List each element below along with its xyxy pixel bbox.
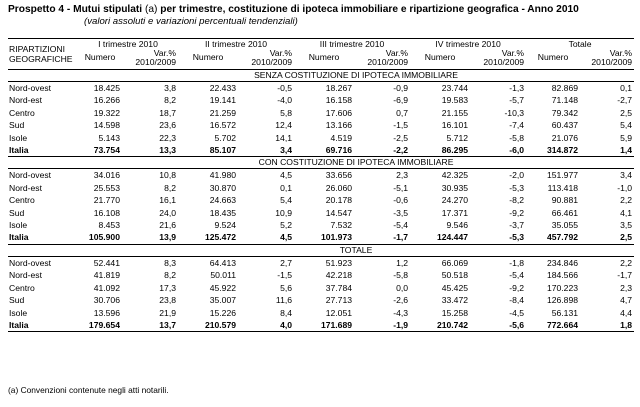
region-name: Italia xyxy=(8,231,78,244)
numero-cell: 19.322 xyxy=(93,107,120,118)
numero-label: Numero xyxy=(537,52,569,62)
section-spacer xyxy=(8,157,78,169)
section-header-row xyxy=(8,244,634,256)
numero-cell: 151.977 xyxy=(546,170,579,181)
var-cell: 11,6 xyxy=(275,295,293,306)
numero-cell: 16.101 xyxy=(441,120,469,131)
var-cell: 5,9 xyxy=(620,132,633,143)
var-cell: -0,9 xyxy=(393,83,409,93)
var-cell: 2,2 xyxy=(620,257,633,268)
var-cell: 5,4 xyxy=(280,195,293,206)
var-cell: 17,3 xyxy=(159,282,177,293)
var-cell: -5,4 xyxy=(509,270,525,281)
numero-cell: 314.872 xyxy=(526,144,580,157)
var-cell: 2,3 xyxy=(396,170,409,181)
region-name: Sud xyxy=(9,295,25,306)
var-label-line2: 2010/2009 xyxy=(367,57,409,67)
numero-cell: 179.654 xyxy=(78,319,122,332)
var-cell: 4,0 xyxy=(238,319,294,332)
numero-cell: 16.108 xyxy=(93,207,120,218)
region-name: Sud xyxy=(9,207,25,218)
var-cell: 14,1 xyxy=(275,132,293,143)
numero-cell: 45.922 xyxy=(209,282,237,293)
var-header xyxy=(354,49,410,70)
var-cell: 3,4 xyxy=(238,144,294,157)
var-cell: 2,2 xyxy=(620,195,633,206)
region-name: Sud xyxy=(9,120,25,131)
numero-cell: 41.092 xyxy=(93,282,120,293)
quarter-header-4: IV trimestre 2010 xyxy=(410,39,526,50)
var-header xyxy=(122,49,178,70)
var-cell: 0,1 xyxy=(620,83,633,93)
table-row xyxy=(8,182,634,194)
var-cell: -4,0 xyxy=(277,95,293,106)
var-cell: -2,2 xyxy=(354,144,410,157)
numero-cell: 210.579 xyxy=(178,319,238,332)
var-cell: 10,8 xyxy=(159,170,177,181)
numero-cell: 8.453 xyxy=(98,220,120,231)
numero-cell: 20.178 xyxy=(325,195,353,206)
numero-cell: 18.425 xyxy=(93,83,120,93)
numero-cell: 14.547 xyxy=(325,207,353,218)
region-name: Isole xyxy=(9,132,28,143)
var-label-line2: 2010/2009 xyxy=(483,57,525,67)
numero-cell: 45.425 xyxy=(441,282,469,293)
var-label-line2: 2010/2009 xyxy=(251,57,293,67)
numero-cell: 4.519 xyxy=(330,132,353,143)
table-row xyxy=(8,207,634,219)
var-cell: -2,7 xyxy=(617,95,633,106)
var-cell: 12,4 xyxy=(275,120,293,131)
numero-cell: 26.060 xyxy=(325,182,353,193)
var-cell: -5,3 xyxy=(509,182,525,193)
var-header xyxy=(580,49,634,70)
var-cell: 4,4 xyxy=(620,307,633,318)
var-cell: 5,4 xyxy=(620,120,633,131)
var-cell: 10,9 xyxy=(275,207,293,218)
numero-header xyxy=(178,49,238,70)
numero-cell: 30.935 xyxy=(441,182,469,193)
numero-cell: 457.792 xyxy=(526,231,580,244)
numero-header xyxy=(294,49,354,70)
var-cell: 5,8 xyxy=(280,107,293,118)
var-cell: -5,8 xyxy=(509,132,525,143)
numero-cell: 21.076 xyxy=(551,132,579,143)
var-cell: -5,8 xyxy=(393,270,409,281)
var-cell: 4,5 xyxy=(238,231,294,244)
region-name: Italia xyxy=(8,144,78,157)
title-main: Prospetto 4 - Mutui stipulati xyxy=(8,4,143,15)
var-cell: -1,5 xyxy=(393,120,409,131)
numero-cell: 16.572 xyxy=(209,120,237,131)
table-row xyxy=(8,107,634,119)
var-cell: -7,4 xyxy=(509,120,525,131)
numero-cell: 27.713 xyxy=(325,295,353,306)
var-cell: -0,6 xyxy=(393,195,409,206)
section-spacer xyxy=(8,70,78,82)
table-row xyxy=(8,169,634,182)
section-title: TOTALE xyxy=(78,244,634,256)
numero-cell: 12.051 xyxy=(325,307,353,318)
var-label-line1: Var.% xyxy=(501,49,525,58)
numero-label: Numero xyxy=(424,52,456,62)
numero-cell: 125.472 xyxy=(178,231,238,244)
numero-header xyxy=(410,49,470,70)
var-cell: 3,5 xyxy=(620,220,633,231)
numero-cell: 234.846 xyxy=(546,257,579,268)
var-cell: -9,2 xyxy=(509,207,525,218)
var-cell: -10,3 xyxy=(504,107,525,118)
numero-cell: 7.532 xyxy=(330,220,353,231)
page-title xyxy=(8,4,579,15)
numero-cell: 64.413 xyxy=(209,257,237,268)
table-row xyxy=(8,194,634,206)
region-name: Centro xyxy=(9,195,35,206)
var-cell: -1,5 xyxy=(277,270,293,281)
numero-cell: 101.973 xyxy=(294,231,354,244)
quarter-header-1: I trimestre 2010 xyxy=(78,39,178,50)
numero-cell: 42.325 xyxy=(441,170,469,181)
table-row xyxy=(8,94,634,106)
region-name: Centro xyxy=(9,282,35,293)
var-cell: -1,7 xyxy=(354,231,410,244)
var-cell: 23,6 xyxy=(159,120,177,131)
var-cell: 2,5 xyxy=(620,107,633,118)
var-cell: 1,4 xyxy=(580,144,634,157)
subheader-row xyxy=(8,49,634,70)
numero-cell: 41.819 xyxy=(93,270,120,281)
var-cell: 21,9 xyxy=(159,307,177,318)
var-cell: 3,4 xyxy=(620,170,633,181)
numero-cell: 105.900 xyxy=(78,231,122,244)
numero-cell: 33.472 xyxy=(441,295,469,306)
numero-cell: 79.342 xyxy=(551,107,579,118)
numero-cell: 171.689 xyxy=(294,319,354,332)
total-row xyxy=(8,231,634,244)
var-cell: 1,8 xyxy=(580,319,634,332)
var-cell: -3,5 xyxy=(393,207,409,218)
table-row xyxy=(8,282,634,294)
numero-cell: 33.656 xyxy=(325,170,353,181)
var-cell: -2,0 xyxy=(509,170,525,181)
var-cell: 18,7 xyxy=(159,107,177,118)
var-cell: -4,5 xyxy=(509,307,525,318)
numero-cell: 35.055 xyxy=(551,220,579,231)
numero-cell: 41.980 xyxy=(209,170,237,181)
numero-cell: 22.433 xyxy=(209,83,237,93)
numero-cell: 23.744 xyxy=(441,83,469,93)
data-table xyxy=(8,38,634,332)
region-name: Nord-est xyxy=(9,95,42,106)
numero-cell: 9.546 xyxy=(446,220,469,231)
numero-label: Numero xyxy=(308,52,340,62)
title-note-mark: (a) xyxy=(144,4,158,15)
numero-cell: 21.770 xyxy=(93,195,120,206)
numero-label: Numero xyxy=(192,52,224,62)
section-spacer xyxy=(8,244,78,256)
region-name: Nord-ovest xyxy=(9,83,52,93)
var-cell: 8,2 xyxy=(164,95,177,106)
var-cell: 22,3 xyxy=(159,132,177,143)
var-cell: -5,6 xyxy=(470,319,526,332)
var-cell: -1,8 xyxy=(509,257,525,268)
var-cell: -5,1 xyxy=(393,182,409,193)
numero-cell: 13.596 xyxy=(93,307,120,318)
numero-cell: 50.518 xyxy=(441,270,469,281)
title-rest: per trimestre, costituzione di ipoteca immobiliare e ripartizione geografica - Anno 2010 xyxy=(160,4,579,15)
quarter-header-2: II trimestre 2010 xyxy=(178,39,294,50)
numero-cell: 56.131 xyxy=(551,307,579,318)
total-row xyxy=(8,144,634,157)
region-name: Nord-ovest xyxy=(9,257,52,268)
numero-cell: 113.418 xyxy=(547,182,579,193)
table-row xyxy=(8,82,634,95)
var-header xyxy=(470,49,526,70)
var-cell: 5,6 xyxy=(280,282,293,293)
numero-cell: 16.266 xyxy=(93,95,120,106)
quarter-header-3: III trimestre 2010 xyxy=(294,39,410,50)
numero-cell: 5.702 xyxy=(214,132,237,143)
numero-cell: 60.437 xyxy=(551,120,579,131)
numero-cell: 17.606 xyxy=(325,107,353,118)
numero-cell: 69.716 xyxy=(294,144,354,157)
var-cell: -2,5 xyxy=(393,132,409,143)
var-cell: -1,9 xyxy=(354,319,410,332)
numero-cell: 772.664 xyxy=(526,319,580,332)
numero-cell: 24.663 xyxy=(209,195,237,206)
numero-cell: 86.295 xyxy=(410,144,470,157)
var-cell: -3,7 xyxy=(509,220,525,231)
numero-cell: 126.898 xyxy=(546,295,579,306)
page-subtitle: (valori assoluti e variazioni percentuali tendenziali) xyxy=(84,16,298,27)
var-cell: -8,4 xyxy=(509,295,525,306)
numero-cell: 14.598 xyxy=(93,120,120,131)
numero-cell: 85.107 xyxy=(178,144,238,157)
table-row xyxy=(8,119,634,131)
numero-cell: 71.148 xyxy=(551,95,579,106)
table-header xyxy=(8,39,634,70)
var-cell: 0,1 xyxy=(280,182,293,193)
numero-cell: 66.461 xyxy=(551,207,579,218)
var-cell: 16,1 xyxy=(159,195,177,206)
numero-cell: 25.553 xyxy=(93,182,120,193)
var-label-line1: Var.% xyxy=(609,49,633,58)
numero-cell: 15.258 xyxy=(441,307,469,318)
numero-cell: 42.218 xyxy=(325,270,353,281)
numero-cell: 21.155 xyxy=(441,107,469,118)
var-cell: 3,8 xyxy=(164,83,177,93)
numero-cell: 35.007 xyxy=(209,295,237,306)
region-name: Nord-est xyxy=(9,270,42,281)
table-row xyxy=(8,219,634,231)
var-cell: 4,1 xyxy=(620,207,633,218)
region-name: Isole xyxy=(9,220,28,231)
var-cell: 2,5 xyxy=(580,231,634,244)
numero-cell: 124.447 xyxy=(410,231,470,244)
var-cell: -8,2 xyxy=(509,195,525,206)
var-cell: -6,0 xyxy=(470,144,526,157)
numero-cell: 18.435 xyxy=(209,207,237,218)
var-cell: 8,3 xyxy=(164,257,177,268)
var-cell: 13,3 xyxy=(122,144,178,157)
row-label-header xyxy=(8,39,78,70)
var-label-line2: 2010/2009 xyxy=(135,57,177,67)
numero-cell: 21.259 xyxy=(209,107,237,118)
var-cell: 4,5 xyxy=(280,170,293,181)
footnote: (a) Convenzioni contenute negli atti notarili. xyxy=(8,385,169,395)
numero-cell: 37.784 xyxy=(325,282,353,293)
var-cell: -4,3 xyxy=(393,307,409,318)
table-row xyxy=(8,307,634,319)
numero-cell: 17.371 xyxy=(441,207,469,218)
numero-cell: 9.524 xyxy=(214,220,237,231)
var-cell: 0,0 xyxy=(396,282,409,293)
var-cell: -0,5 xyxy=(277,83,293,93)
var-cell: -1,7 xyxy=(617,270,633,281)
numero-header xyxy=(78,49,122,70)
var-cell: -5,3 xyxy=(470,231,526,244)
var-label-line2: 2010/2009 xyxy=(591,57,633,67)
var-cell: 0,7 xyxy=(396,107,409,118)
numero-cell: 16.158 xyxy=(325,95,353,106)
numero-cell: 30.706 xyxy=(93,295,120,306)
table-row xyxy=(8,256,634,269)
region-name: Nord-est xyxy=(9,182,42,193)
table-row xyxy=(8,132,634,144)
numero-cell: 5.143 xyxy=(98,132,120,143)
var-cell: -6,9 xyxy=(393,95,409,106)
numero-cell: 24.270 xyxy=(441,195,469,206)
var-cell: -1,3 xyxy=(509,83,525,93)
numero-cell: 170.223 xyxy=(546,282,579,293)
var-cell: 21,6 xyxy=(159,220,177,231)
var-label-line1: Var.% xyxy=(385,49,409,58)
row-label-line2: GEOGRAFICHE xyxy=(9,54,73,64)
var-cell: 2,7 xyxy=(280,257,293,268)
numero-label: Numero xyxy=(84,52,116,62)
region-name: Centro xyxy=(9,107,35,118)
region-name: Italia xyxy=(8,319,78,332)
quarter-header-total: Totale xyxy=(526,39,634,50)
var-cell: 4,7 xyxy=(620,295,633,306)
table-row xyxy=(8,294,634,306)
numero-cell: 34.016 xyxy=(93,170,120,181)
var-label-line1: Var.% xyxy=(269,49,293,58)
numero-cell: 30.870 xyxy=(209,182,237,193)
numero-cell: 73.754 xyxy=(78,144,122,157)
var-cell: 8,2 xyxy=(164,182,177,193)
var-header xyxy=(238,49,294,70)
var-cell: -9,2 xyxy=(509,282,525,293)
section-title: CON COSTITUZIONE DI IPOTECA IMMOBILIARE xyxy=(78,157,634,169)
section-header-row xyxy=(8,157,634,169)
region-name: Nord-ovest xyxy=(9,170,52,181)
numero-cell: 210.742 xyxy=(410,319,470,332)
numero-cell: 15.226 xyxy=(209,307,237,318)
numero-cell: 82.869 xyxy=(551,83,579,93)
var-cell: -5,7 xyxy=(509,95,525,106)
numero-cell: 90.881 xyxy=(551,195,579,206)
numero-cell: 18.267 xyxy=(325,83,353,93)
var-cell: -5,4 xyxy=(393,220,409,231)
region-name: Isole xyxy=(9,307,28,318)
section-title: SENZA COSTITUZIONE DI IPOTECA IMMOBILIARE xyxy=(78,70,634,82)
numero-cell: 13.166 xyxy=(325,120,353,131)
numero-cell: 19.141 xyxy=(209,95,237,106)
var-cell: 8,2 xyxy=(164,270,177,281)
numero-cell: 51.923 xyxy=(325,257,353,268)
numero-header xyxy=(526,49,580,70)
var-cell: -2,6 xyxy=(393,295,409,306)
var-cell: 5,2 xyxy=(280,220,293,231)
numero-cell: 5.712 xyxy=(446,132,469,143)
var-cell: 2,3 xyxy=(620,282,633,293)
var-cell: 8,4 xyxy=(280,307,293,318)
numero-cell: 19.583 xyxy=(441,95,469,106)
table-row xyxy=(8,269,634,281)
var-cell: 13,7 xyxy=(122,319,178,332)
var-cell: 24,0 xyxy=(159,207,177,218)
numero-cell: 52.441 xyxy=(93,257,120,268)
row-label-line1: RIPARTIZIONI xyxy=(9,44,66,54)
section-header-row xyxy=(8,70,634,82)
table-body xyxy=(8,70,634,332)
numero-cell: 50.011 xyxy=(210,270,237,281)
var-cell: 1,2 xyxy=(396,257,409,268)
total-row xyxy=(8,319,634,332)
var-label-line1: Var.% xyxy=(153,49,177,58)
var-cell: 23,8 xyxy=(159,295,177,306)
var-cell: -1,0 xyxy=(617,182,633,193)
numero-cell: 184.566 xyxy=(546,270,579,281)
numero-cell: 66.069 xyxy=(441,257,469,268)
var-cell: 13,9 xyxy=(122,231,178,244)
